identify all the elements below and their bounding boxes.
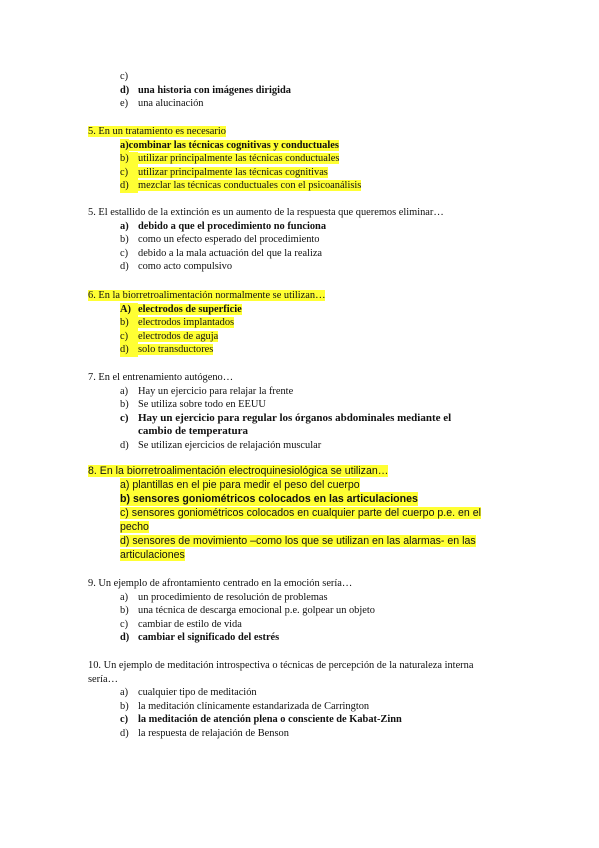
question-stem: 8. En la biorretroalimentación electroquinesiológica se utilizan… (88, 465, 389, 477)
option-c: c) (120, 71, 129, 82)
option-a: A) electrodos de superficie (120, 303, 242, 315)
option-d: d) Se utilizan ejercicios de relajación muscular (120, 439, 322, 451)
question-10 (88, 659, 498, 741)
question-prev-block (88, 70, 508, 111)
option-d: d) una historia con imágenes dirigida (120, 84, 291, 96)
option-b: b) la meditación clínicamente estandarizada de Carrington (120, 700, 370, 712)
option-b: b) sensores goniométricos colocados en las articulaciones (120, 493, 418, 505)
option-d: d) como acto compulsivo (120, 261, 233, 273)
option-a: a) plantillas en el pie para medir el peso del cuerpo (120, 479, 360, 491)
option-a: a) debido a que el procedimiento no funciona (120, 220, 327, 232)
option-a: a) un procedimiento de resolución de problemas (120, 591, 328, 603)
question-5b (88, 206, 508, 274)
option-d: d) la respuesta de relajación de Benson (120, 727, 289, 739)
question-stem: 10. Un ejemplo de meditación introspectiva o técnicas de percepción de la naturaleza interna sería… (88, 660, 474, 685)
option-b: b) utilizar principalmente las técnicas conductuales (120, 153, 340, 165)
question-stem: 5. El estallido de la extinción es un aumento de la respuesta que queremos eliminar… (88, 207, 444, 218)
option-c: c) cambiar de estilo de vida (120, 618, 242, 630)
option-a: a) cualquier tipo de meditación (120, 687, 257, 699)
question-6 (88, 289, 508, 357)
option-d: d) sensores de movimiento –como los que se utilizan en las alarmas- en las articulaciones (120, 535, 476, 561)
option-c: c) electrodos de aguja (120, 330, 219, 342)
question-8 (88, 464, 508, 562)
option-c: c) sensores goniométricos colocados en cualquier parte del cuerpo p.e. en el pecho (120, 507, 481, 533)
question-9 (88, 577, 508, 645)
option-a: a) Hay un ejercicio para relajar la frente (120, 385, 294, 397)
option-d: d) solo transductores (120, 344, 214, 356)
option-d: d) mezclar las técnicas conductuales con el psicoanálisis (120, 180, 362, 192)
option-c: c) utilizar principalmente las técnicas cognitivas (120, 166, 328, 178)
question-7 (88, 371, 508, 453)
option-b: b) como un efecto esperado del procedimiento (120, 234, 320, 246)
question-stem: 7. En el entrenamiento autógeno… (88, 372, 234, 383)
option-b: b) una técnica de descarga emocional p.e. golpear un objeto (120, 605, 375, 617)
option-c: c) Hay un ejercicio para regular los órganos abdominales mediante el cambio de temperatura (120, 411, 452, 438)
option-a: a) combinar las técnicas cognitivas y conductuales (120, 139, 339, 151)
option-c: c) la meditación de atención plena o consciente de Kabat-Zinn (120, 714, 402, 726)
option-c: c) debido a la mala actuación del que la realiza (120, 247, 323, 259)
question-stem: 5. En un tratamiento es necesario (88, 126, 226, 137)
option-d: d) cambiar el significado del estrés (120, 632, 280, 644)
option-b: b) Se utiliza sobre todo en EEUU (120, 399, 266, 411)
option-e: e) una alucinación (120, 98, 204, 110)
question-5a (88, 125, 508, 193)
question-stem: 9. Un ejemplo de afrontamiento centrado en la emoción sería… (88, 578, 353, 589)
question-stem: 6. En la biorretroalimentación normalmente se utilizan… (88, 290, 326, 301)
option-b: b) electrodos implantados (120, 317, 235, 329)
